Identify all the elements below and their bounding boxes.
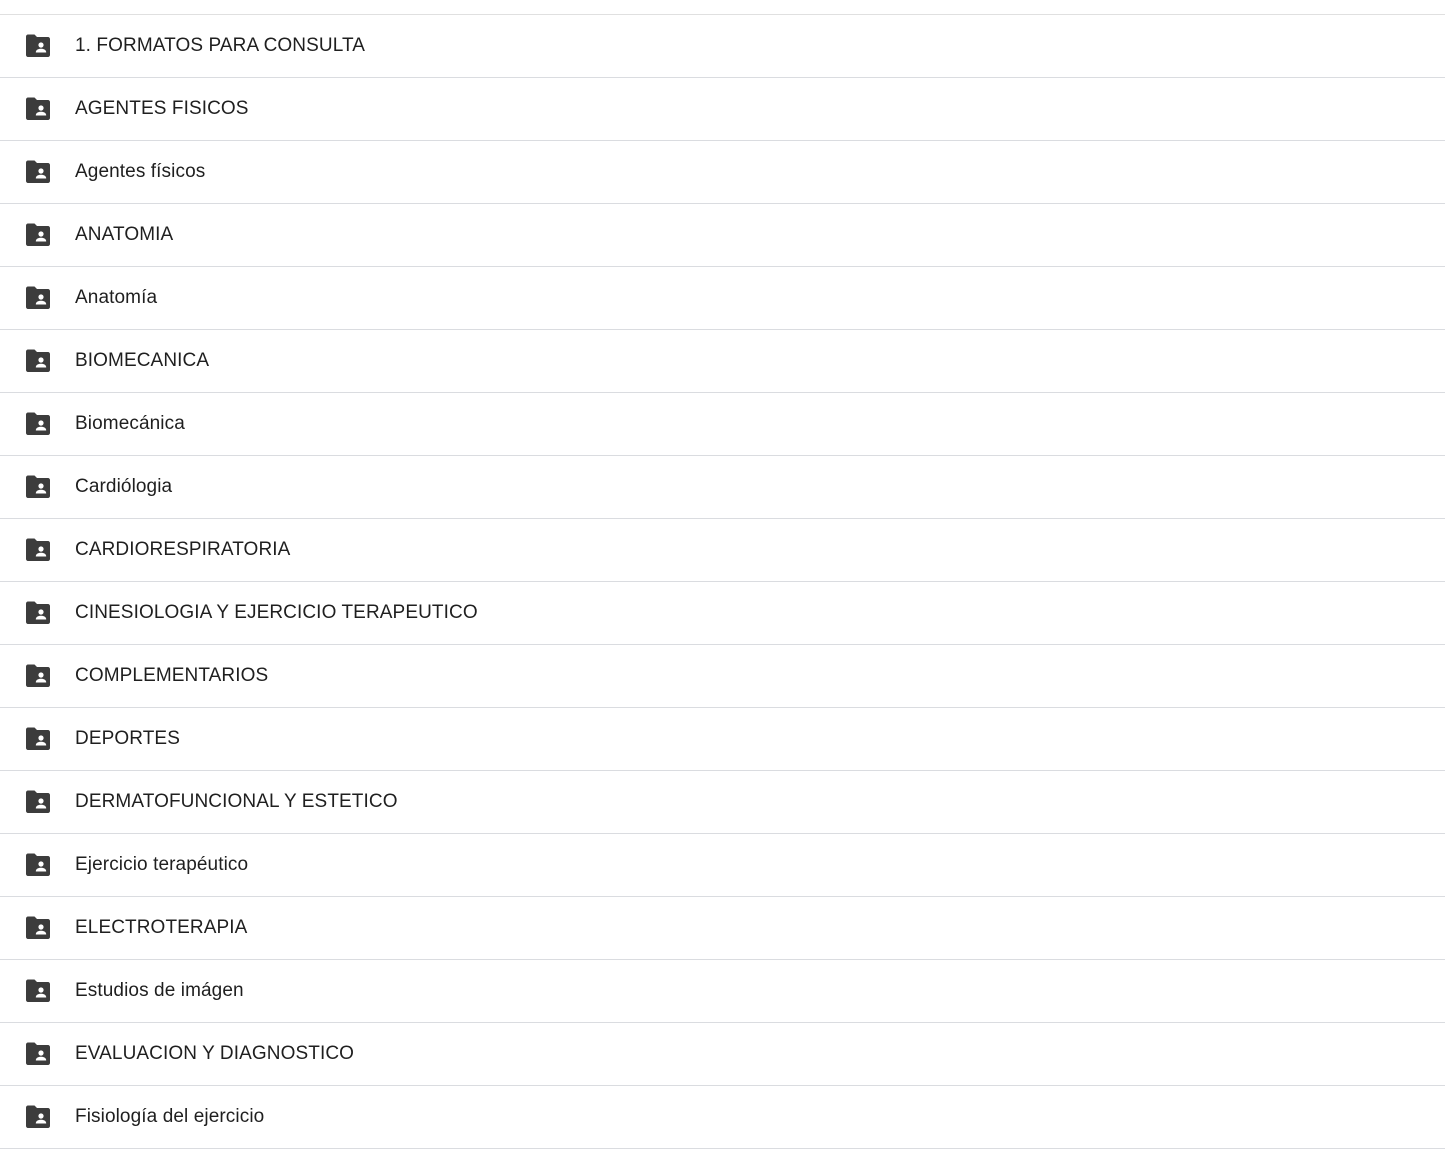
folder-row[interactable] <box>0 771 1445 834</box>
folder-row[interactable] <box>0 1086 1445 1149</box>
shared-folder-icon <box>24 349 52 373</box>
folder-row[interactable] <box>0 582 1445 645</box>
folder-row[interactable] <box>0 267 1445 330</box>
shared-folder-icon <box>24 916 52 940</box>
folder-label: ANATOMIA <box>75 224 174 245</box>
shared-folder-icon <box>24 1105 52 1129</box>
folder-label: BIOMECANICA <box>75 350 210 371</box>
folder-label: Fisiología del ejercicio <box>75 1106 265 1127</box>
folder-label: Biomecánica <box>75 413 185 434</box>
folder-label: DERMATOFUNCIONAL Y ESTETICO <box>75 791 398 812</box>
shared-folder-icon <box>24 790 52 814</box>
folder-row[interactable] <box>0 1023 1445 1086</box>
folder-row[interactable] <box>0 645 1445 708</box>
shared-folder-icon <box>24 601 52 625</box>
shared-folder-icon <box>24 538 52 562</box>
folder-row[interactable] <box>0 15 1445 78</box>
folder-label: EVALUACION Y DIAGNOSTICO <box>75 1043 355 1064</box>
folder-row[interactable] <box>0 330 1445 393</box>
folder-row[interactable] <box>0 834 1445 897</box>
shared-folder-icon <box>24 475 52 499</box>
shared-folder-icon <box>24 34 52 58</box>
shared-folder-icon <box>24 1042 52 1066</box>
shared-folder-icon <box>24 979 52 1003</box>
shared-folder-icon <box>24 853 52 877</box>
folder-row[interactable] <box>0 141 1445 204</box>
shared-folder-icon <box>24 664 52 688</box>
folder-label: Ejercicio terapéutico <box>75 854 249 875</box>
shared-folder-icon <box>24 160 52 184</box>
shared-folder-icon <box>24 223 52 247</box>
folder-label: Estudios de imágen <box>75 980 244 1001</box>
folder-label: CINESIOLOGIA Y EJERCICIO TERAPEUTICO <box>75 602 478 623</box>
folder-label: AGENTES FISICOS <box>75 98 249 119</box>
folder-label: DEPORTES <box>75 728 180 749</box>
folder-row[interactable] <box>0 456 1445 519</box>
folder-label: ELECTROTERAPIA <box>75 917 248 938</box>
shared-folder-icon <box>24 97 52 121</box>
folder-row[interactable] <box>0 393 1445 456</box>
folder-label: CARDIORESPIRATORIA <box>75 539 291 560</box>
folder-list <box>0 14 1445 1149</box>
folder-row[interactable] <box>0 960 1445 1023</box>
folder-label: COMPLEMENTARIOS <box>75 665 269 686</box>
folder-row[interactable] <box>0 204 1445 267</box>
shared-folder-icon <box>24 727 52 751</box>
folder-label: Anatomía <box>75 287 158 308</box>
shared-folder-icon <box>24 412 52 436</box>
folder-row[interactable] <box>0 78 1445 141</box>
folder-row[interactable] <box>0 708 1445 771</box>
shared-folder-icon <box>24 286 52 310</box>
folder-label: Agentes físicos <box>75 161 206 182</box>
folder-row[interactable] <box>0 519 1445 582</box>
folder-label: 1. FORMATOS PARA CONSULTA <box>75 35 366 56</box>
folder-row[interactable] <box>0 897 1445 960</box>
folder-label: Cardiólogia <box>75 476 173 497</box>
